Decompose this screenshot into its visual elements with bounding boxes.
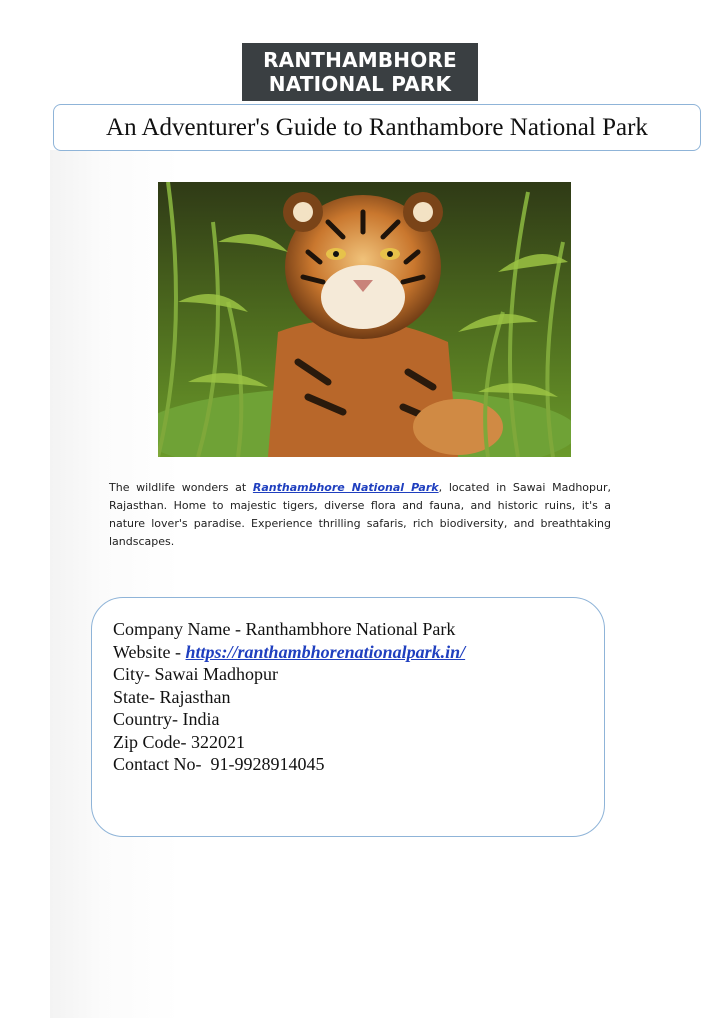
intro-paragraph (109, 479, 611, 551)
phone-line: Contact No- 91-9928914045 (113, 754, 325, 774)
park-logo (242, 43, 478, 101)
zip-line: Zip Code- 322021 (113, 731, 245, 752)
title-box (53, 104, 701, 151)
logo-line-1: RANTHAMBHORE (263, 48, 457, 72)
website-line (113, 641, 465, 664)
intro-text-end: , located in Sawai Madhopur, Rajasthan. Home to majestic tigers, diverse flora and fauna, and historic ruins, it's a nature lover's paradise. Experience thrilling safaris, rich biodiversity, and breathtaking landscapes. (109, 481, 612, 548)
website-link[interactable]: https://ranthambhorenationalpark.in/ (185, 641, 466, 662)
state-line: State- Rajasthan (113, 686, 231, 707)
logo-line-2: NATIONAL PARK (268, 72, 452, 96)
park-link[interactable]: Ranthambhore National Park (252, 481, 439, 494)
country-line: Country- India (113, 709, 220, 729)
company-name: Company Name - Ranthambhore National Park (113, 619, 456, 639)
city-line: City- Sawai Madhopur (113, 664, 278, 684)
contact-details (113, 618, 465, 776)
tiger-illustration (158, 182, 571, 457)
tiger-photo (158, 182, 571, 457)
page-title: An Adventurer's Guide to Ranthambore National Park (106, 113, 648, 141)
intro-text-start: The wildlife wonders at (109, 481, 253, 494)
website-label: Website - (113, 641, 186, 662)
